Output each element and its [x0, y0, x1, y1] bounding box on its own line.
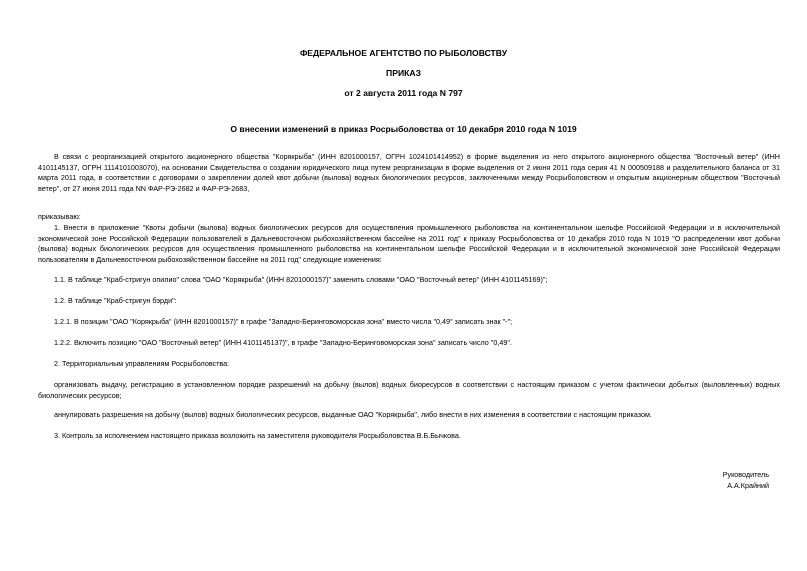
item-3-paragraph: 3. Контроль за исполнением настоящего приказа возложить на заместителя руководителя Росрыболовства В.Б.Бычкова.	[54, 431, 461, 440]
item-1-1-paragraph: 1.1. В таблице "Краб-стригун опилио" слова "ОАО "Корякрыба" (ИНН 8201000157)" заменить словами "ОАО "Восточный ветер" (ИНН 4101145169)";	[54, 275, 548, 284]
item-1-paragraph: 1. Внести в приложение "Квоты добычи (вылова) водных биологических ресурсов для осуществления промышленного рыболовства на континентальном шельфе Российской Федерации и в исключительной экономической зоне Российской Федерации пользователей в Дальневосточном рыбохозяйственном бассейне на 2011 год" к приказу Росрыболовства от 10 декабря 2010 года N 1019 "О распределении квот добычи (вылова) водных биологических ресурсов для осуществления промышленного рыболовства на континентальном шельфе Российской Федерации и в исключительной экономической зоне Российской Федерации пользователям в Дальневосточном рыбохозяйственном бассейне на 2011 год" следующие изменения:	[38, 223, 780, 264]
document-subject: О внесении изменений в приказ Росрыболовства от 10 декабря 2010 года N 1019	[230, 124, 577, 134]
document-date-number: от 2 августа 2011 года N 797	[344, 88, 463, 98]
order-word: приказываю:	[38, 212, 81, 221]
item-1-2-2-paragraph: 1.2.2. Включить позицию "ОАО "Восточный ветер" (ИНН 4101145137)", в графе "Западно-Беринговоморская зона" записать число "0,49".	[54, 338, 512, 347]
signature-title: Руководитель	[722, 470, 769, 479]
item-2-paragraph: 2. Территориальным управлениям Росрыболовства:	[54, 359, 230, 368]
item-2-a-paragraph: организовать выдачу, регистрацию в установленном порядке разрешений на добычу (вылов) водных биоресурсов в соответствии с настоящим приказом с учетом фактически добытых (выловленных) водных биологических ресурсов;	[38, 380, 780, 400]
item-1-2-paragraph: 1.2. В таблице "Краб-стригун бэрди":	[54, 296, 177, 305]
item-2-b-paragraph: аннулировать разрешения на добычу (вылов) водных биологических ресурсов, выданные ОАО "Корякрыба", либо внести в них изменения в соответствии с настоящим приказом.	[54, 410, 652, 419]
document-type: ПРИКАЗ	[386, 68, 421, 78]
signature-name: А.А.Крайний	[727, 481, 769, 490]
preamble-paragraph: В связи с реорганизацией открытого акционерного общества "Корякрыба" (ИНН 8201000157, ОГРН 1024101414952) в форме выделения из него открытого акционерного общества "Восточный ветер" (ИНН 4101145137, ОГРН 1114101003070), на основании Свидетельства о создании юридического лица путем реорганизации в форме выделения от 2 июня 2011 года серия 41 N 000509188 и разделительного баланса от 31 марта 2011 года, в соответствии с договорами о закреплении долей квот добычи (вылова) водных биологических ресурсов, заключенными между Росрыболовством и открытым акционерным обществом "Восточный ветер", от 27 июня 2011 года NN ФАР-РЭ-2682 и ФАР-РЭ-2683,	[38, 152, 780, 193]
item-1-2-1-paragraph: 1.2.1. В позиции "ОАО "Корякрыба" (ИНН 8201000157)" в графе "Западно-Беринговоморская зона" вместо числа "0,49" записать знак "-";	[54, 317, 513, 326]
agency-heading: ФЕДЕРАЛЬНОЕ АГЕНТСТВО ПО РЫБОЛОВСТВУ	[299, 48, 508, 58]
